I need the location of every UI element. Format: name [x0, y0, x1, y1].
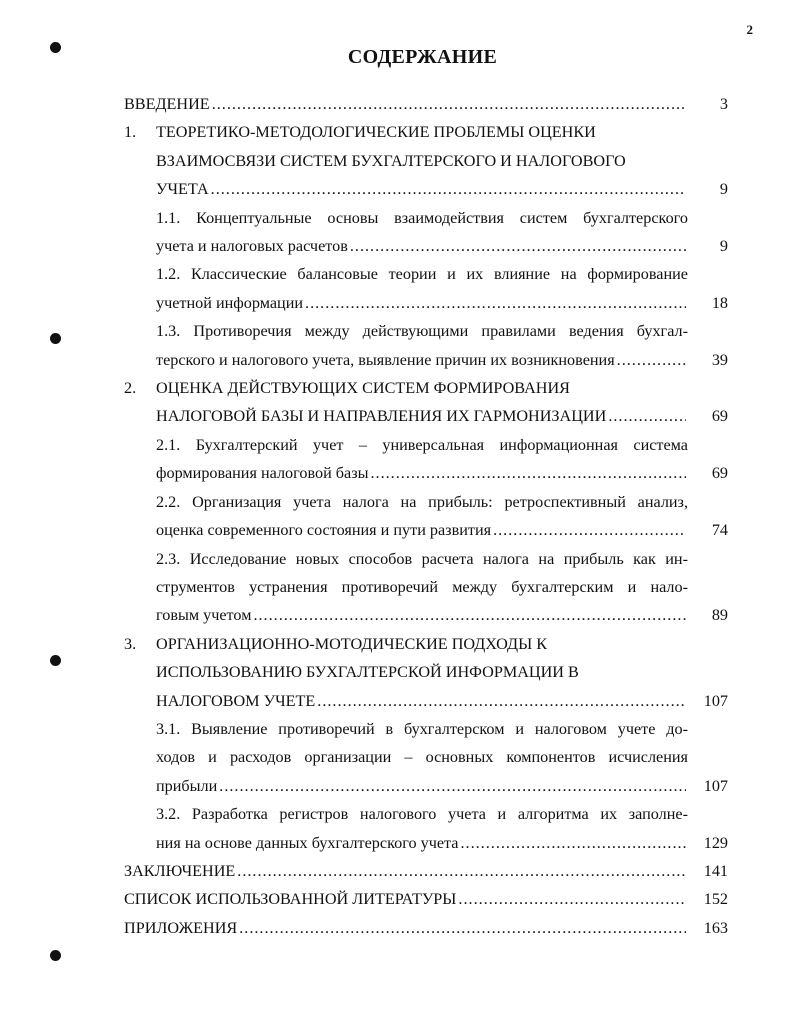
toc-chapter-1[interactable]	[124, 118, 728, 203]
toc-page-number: 3	[719, 95, 728, 113]
dot-leader	[617, 346, 686, 374]
toc-page-number: 74	[711, 521, 728, 540]
dot-leader	[317, 687, 686, 715]
toc-section-1-3[interactable]	[124, 317, 728, 374]
chapter-title-line: НАЛОГОВОЙ БАЗЫ И НАПРАВЛЕНИЯ ИХ ГАРМОНИЗАЦИИ	[156, 407, 607, 426]
toc-section-2-1[interactable]	[124, 431, 728, 488]
toc-page-number: 89	[711, 606, 728, 625]
section-title-line: 1.2. Классические балансовые теории и их влияние на формирование	[156, 265, 688, 284]
toc-page-number: 152	[703, 890, 728, 909]
dot-leader	[350, 232, 686, 260]
toc-page-number: 107	[703, 691, 728, 710]
section-title-line: ходов и расходов организации – основных компонентов исчисления	[156, 748, 688, 767]
toc-entry-references[interactable]	[124, 885, 728, 913]
section-title-line: терского и налогового учета, выявление причин их возникновения	[156, 350, 615, 369]
toc-entry-title: ПРИЛОЖЕНИЯ	[124, 918, 238, 937]
toc-page-number: 69	[711, 464, 728, 483]
section-title-line: учетной информации	[156, 293, 304, 312]
toc-page-number: 39	[711, 350, 728, 369]
dot-leader	[239, 914, 686, 942]
section-title-line: оценка современного состояния и пути развития	[156, 521, 492, 540]
punch-hole-mark	[50, 655, 61, 666]
punch-hole-mark	[50, 950, 61, 961]
section-title-line: струментов устранения противоречий между бухгалтерским и нало-	[156, 577, 688, 596]
section-title-line: 2.3. Исследование новых способов расчета налога на прибыль как ин-	[156, 549, 688, 568]
toc-page-number: 107	[703, 776, 728, 795]
toc-entry-title: ВВЕДЕНИЕ	[124, 95, 210, 113]
chapter-title-line: УЧЕТА	[156, 180, 209, 199]
toc-entry-title: СПИСОК ИСПОЛЬЗОВАННОЙ ЛИТЕРАТУРЫ	[124, 890, 457, 909]
section-title-line: 1.1. Концептуальные основы взаимодействия систем бухгалтерского	[156, 208, 688, 227]
chapter-title-line: ОРГАНИЗАЦИОННО-МОТОДИЧЕСКИЕ ПОДХОДЫ К	[156, 634, 548, 653]
toc-section-1-2[interactable]	[124, 260, 728, 317]
dot-leader	[253, 601, 686, 629]
section-title-line: ния на основе данных бухгалтерского учета	[156, 833, 459, 852]
page-title: СОДЕРЖАНИЕ	[347, 46, 498, 68]
dot-leader	[460, 829, 686, 857]
dot-leader	[493, 516, 686, 544]
section-title-line: говым учетом	[156, 606, 252, 625]
toc-chapter-2[interactable]	[124, 374, 728, 431]
section-title-line: 3.2. Разработка регистров налогового учета и алгоритма их заполне-	[156, 805, 688, 824]
section-title-line: 2.2. Организация учета налога на прибыль: ретроспективный анализ,	[156, 492, 688, 511]
dot-leader	[608, 402, 686, 430]
chapter-title-line: НАЛОГОВОМ УЧЕТЕ	[156, 691, 316, 710]
chapter-number: 3.	[124, 634, 137, 653]
toc-section-1-1[interactable]	[124, 204, 728, 261]
chapter-number: 1.	[124, 123, 137, 142]
dot-leader	[458, 885, 686, 913]
section-title-line: 2.1. Бухгалтерский учет – универсальная информационная система	[156, 435, 688, 454]
section-title-line: формирования налоговой базы	[156, 464, 369, 483]
dot-leader	[212, 90, 686, 118]
section-title-line: прибыли	[156, 776, 218, 795]
chapter-title-line: ИСПОЛЬЗОВАНИЮ БУХГАЛТЕРСКОЙ ИНФОРМАЦИИ В	[156, 663, 579, 682]
chapter-number: 2.	[124, 379, 137, 398]
table-of-contents	[124, 90, 728, 942]
dot-leader	[211, 175, 686, 203]
toc-entry-title: ЗАКЛЮЧЕНИЕ	[124, 861, 236, 880]
section-title-line: 3.1. Выявление противоречий в бухгалтерском и налоговом учете до-	[156, 719, 688, 738]
dot-leader	[219, 772, 686, 800]
toc-page-number: 141	[703, 861, 728, 880]
toc-page-number: 163	[703, 918, 728, 937]
chapter-title-line: ТЕОРЕТИКО-МЕТОДОЛОГИЧЕСКИЕ ПРОБЛЕМЫ ОЦЕНКИ	[156, 123, 596, 142]
toc-chapter-3[interactable]	[124, 630, 728, 715]
chapter-title-line: ВЗАИМОСВЯЗИ СИСТЕМ БУХГАЛТЕРСКОГО И НАЛОГОВОГО	[156, 151, 626, 170]
toc-entry-introduction[interactable]	[124, 90, 728, 118]
toc-entry-conclusion[interactable]	[124, 857, 728, 885]
dot-leader	[370, 459, 686, 487]
toc-section-2-2[interactable]	[124, 488, 728, 545]
toc-section-3-1[interactable]	[124, 715, 728, 800]
toc-page-number: 129	[703, 833, 728, 852]
toc-entry-appendix[interactable]	[124, 914, 728, 942]
toc-section-2-3[interactable]	[124, 545, 728, 630]
section-title-line: учета и налоговых расчетов	[156, 237, 348, 256]
toc-page-number: 9	[719, 180, 728, 199]
page-number: 2	[746, 22, 753, 37]
toc-section-3-2[interactable]	[124, 800, 728, 857]
section-title-line: 1.3. Противоречия между действующими правилами ведения бухгал-	[156, 322, 688, 341]
punch-hole-mark	[50, 333, 61, 344]
toc-page-number: 18	[711, 293, 728, 312]
dot-leader	[237, 857, 686, 885]
dot-leader	[305, 289, 686, 317]
toc-page-number: 9	[719, 237, 728, 256]
chapter-title-line: ОЦЕНКА ДЕЙСТВУЮЩИХ СИСТЕМ ФОРМИРОВАНИЯ	[156, 379, 570, 398]
toc-page-number: 69	[711, 407, 728, 426]
